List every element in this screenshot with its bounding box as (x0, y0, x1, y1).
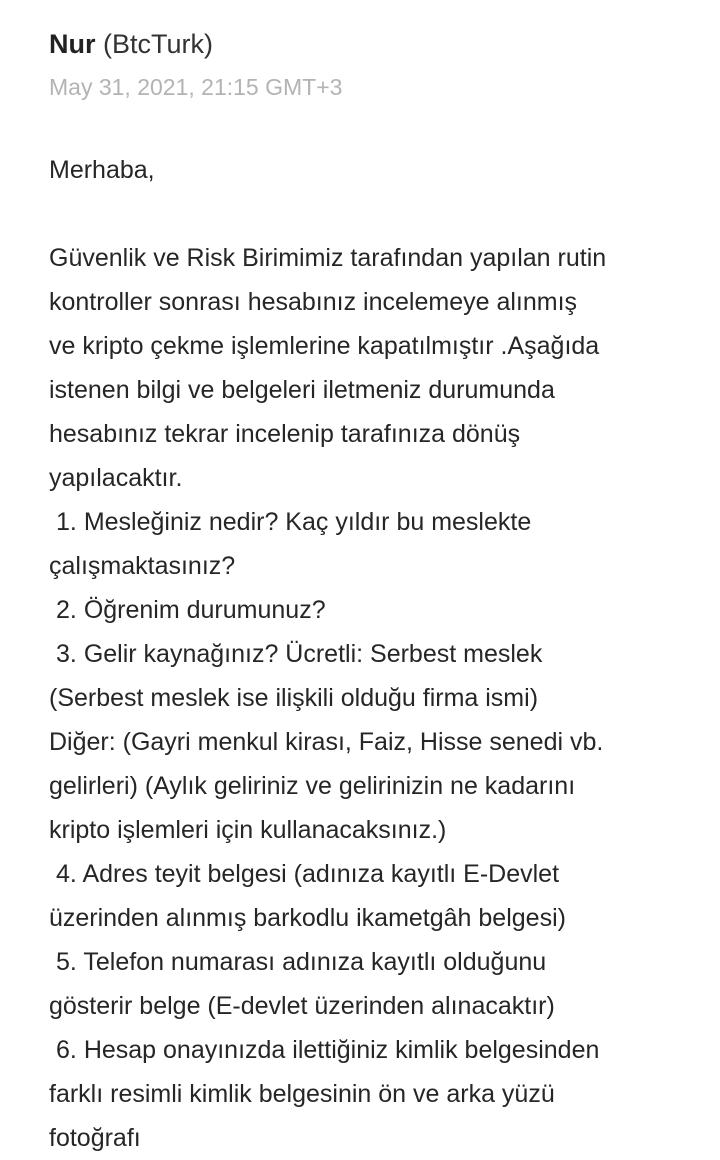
intro-line: kontroller sonrası hesabınız incelemeye alınmış (49, 288, 578, 316)
item-number: 5. (56, 948, 77, 976)
greeting: Merhaba, (49, 156, 155, 184)
item-line: Gelir kaynağınız? Ücretli: Serbest meslek (83, 640, 543, 668)
sender-line (49, 26, 680, 62)
intro-line: yapılacaktır. (49, 464, 183, 492)
item-line: gelirleri) (Aylık geliriniz ve gelirinizin ne kadarını (49, 772, 576, 800)
sender-organization: (BtcTurk) (103, 29, 214, 59)
intro-paragraph (49, 236, 680, 500)
item-line: çalışmaktasınız? (49, 552, 236, 580)
item-line: fotoğrafı (49, 1124, 141, 1152)
item-line: farklı resimli kimlik belgesinin ön ve arka yüzü (49, 1080, 555, 1108)
item-line: Mesleğiniz nedir? Kaç yıldır bu meslekte (83, 508, 532, 536)
item-line: Diğer: (Gayri menkul kirası, Faiz, Hisse senedi vb. (49, 728, 604, 756)
requirements-list (49, 500, 680, 1160)
item-line: kripto işlemleri için kullanacaksınız.) (49, 816, 447, 844)
item-line: Öğrenim durumunuz? (83, 596, 326, 624)
message-body (49, 236, 680, 1160)
list-item (49, 940, 680, 1028)
list-item (49, 588, 680, 632)
item-number: 4. (56, 860, 77, 888)
item-line: gösterir belge (E-devlet üzerinden alınacaktır) (49, 992, 555, 1020)
item-number: 1. (56, 508, 77, 536)
intro-line: hesabınız tekrar incelenip tarafınıza dönüş (49, 420, 521, 448)
intro-line: ve kripto çekme işlemlerine kapatılmıştır .Aşağıda (49, 332, 600, 360)
list-item (49, 632, 680, 852)
message-timestamp: May 31, 2021, 21:15 GMT+3 (49, 74, 343, 100)
list-item (49, 852, 680, 940)
item-number: 3. (56, 640, 77, 668)
item-line: üzerinden alınmış barkodlu ikametgâh belgesi) (49, 904, 566, 932)
item-line: Telefon numarası adınıza kayıtlı olduğunu (83, 948, 547, 976)
item-line: Adres teyit belgesi (adınıza kayıtlı E-Devlet (82, 860, 560, 888)
list-item (49, 1028, 680, 1160)
sender-name[interactable]: Nur (49, 29, 96, 59)
intro-line: istenen bilgi ve belgeleri iletmeniz durumunda (49, 376, 555, 404)
item-number: 6. (56, 1036, 77, 1064)
item-number: 2. (56, 596, 77, 624)
intro-line: Güvenlik ve Risk Birimimiz tarafından yapılan rutin (49, 244, 607, 272)
item-line: Hesap onayınızda ilettiğiniz kimlik belgesinden (83, 1036, 600, 1064)
item-line: (Serbest meslek ise ilişkili olduğu firma ismi) (49, 684, 539, 712)
list-item (49, 500, 680, 588)
